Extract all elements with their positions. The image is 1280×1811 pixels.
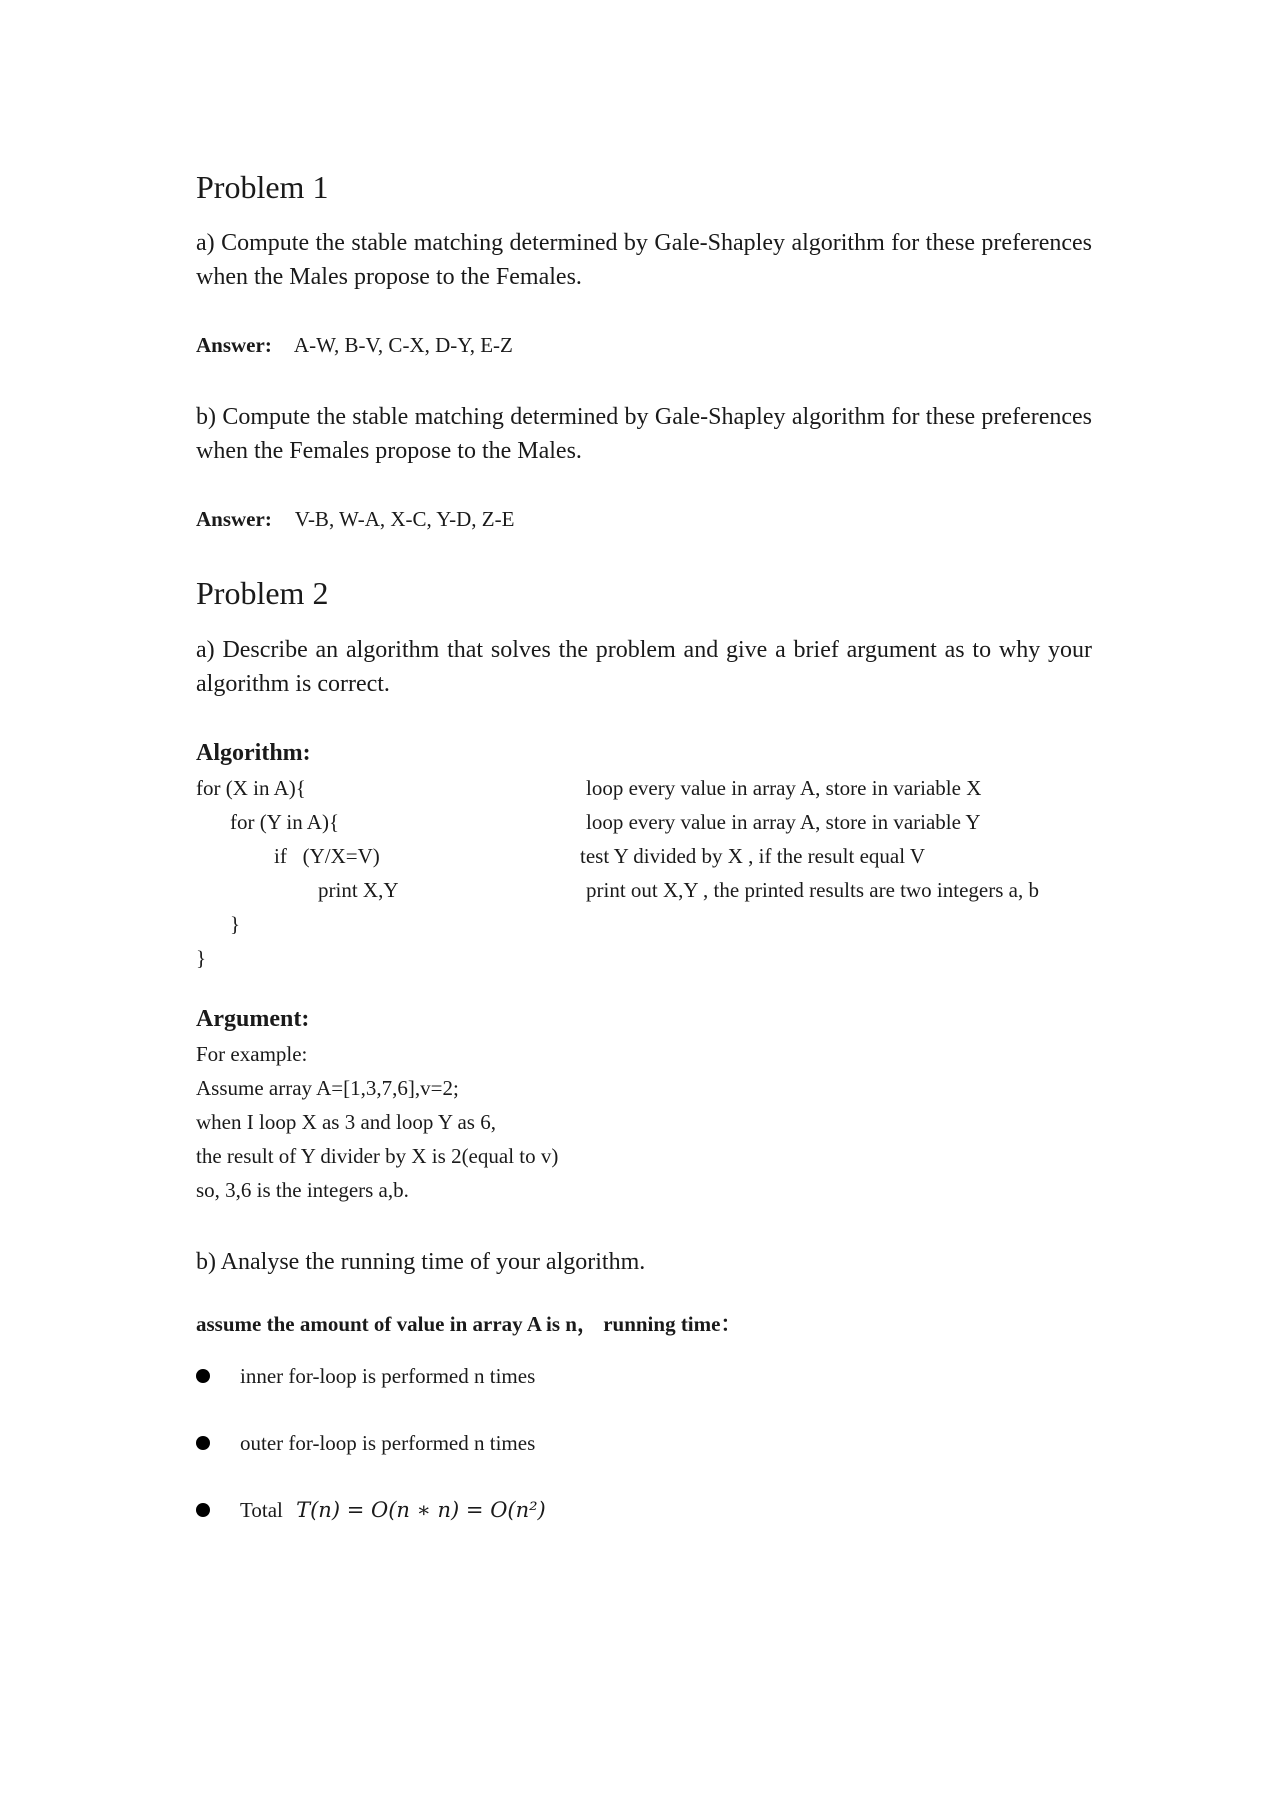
algorithm-code: } [230,911,241,936]
problem-2-title: Problem 2 [196,575,329,612]
list-item [196,1493,1092,1527]
answer-value: A-W, B-V, C-X, D-Y, E-Z [293,333,513,358]
algorithm-comment: print out X,Y , the printed results are two integers a, b [586,877,1039,902]
list-item [196,1426,1092,1460]
algorithm-line [196,907,1092,941]
algorithm-code: if (Y/X=V) [274,843,380,868]
answer-value: V-B, W-A, X-C, Y-D, Z-E [294,507,515,532]
problem-1a-question: a) Compute the stable matching determined by Gale-Shapley algorithm for these preferences when the Males propose to the Females. [196,230,1092,291]
problem-2a-question: a) Describe an algorithm that solves the problem and give a brief argument as to why your algorithm is correct. [196,636,1092,697]
bullet-icon [196,1436,210,1450]
bullet-icon [196,1503,210,1517]
algorithm-line [196,941,1092,975]
algorithm-code: print X,Y [318,877,399,902]
list-item-text: inner for-loop is performed n times [240,1363,536,1388]
algorithm-label: Algorithm: [196,739,311,766]
bullet-icon [196,1369,210,1383]
list-item-text: outer for-loop is performed n times [240,1430,536,1455]
running-time-list [196,1359,1092,1527]
argument-line: Assume array A=[1,3,7,6],v=2; [196,1075,459,1100]
problem-1b-answer [196,504,1092,534]
algorithm-comment: loop every value in array A, store in variable X [586,775,982,800]
algorithm-comment: test Y divided by X , if the result equal V [580,843,926,868]
list-item [196,1359,1092,1393]
argument-line: when I loop X as 3 and loop Y as 6, [196,1109,496,1134]
list-item-text: Total [240,1497,283,1522]
argument-label: Argument: [196,1005,310,1032]
problem-1b-question: b) Compute the stable matching determined by Gale-Shapley algorithm for these preferences when the Females propose to the Males. [196,404,1092,465]
algorithm-comment: loop every value in array A, store in variable Y [586,809,981,834]
problem-2b-question: b) Analyse the running time of your algorithm. [196,1248,646,1275]
problem-1a-answer [196,330,1092,360]
algorithm-line [196,839,1092,873]
algorithm-code: for (X in A){ [196,775,306,800]
running-time-intro: assume the amount of value in array A is n， running time： [196,1311,742,1336]
total-formula: T(n) = O(n ∗ n) = O(n²) [296,1497,546,1522]
algorithm-line [196,805,1092,839]
algorithm-block [196,771,1092,975]
argument-block [196,1037,1092,1207]
algorithm-line [196,873,1092,907]
argument-line: so, 3,6 is the integers a,b. [196,1177,409,1202]
algorithm-code: } [196,945,207,970]
algorithm-line [196,771,1092,805]
algorithm-code: for (Y in A){ [230,809,340,834]
argument-line: the result of Y divider by X is 2(equal to v) [196,1143,559,1168]
argument-line: For example: [196,1041,308,1066]
answer-label: Answer: [196,507,272,532]
problem-1-title: Problem 1 [196,169,329,205]
document-page [196,168,1092,1560]
answer-label: Answer: [196,333,272,358]
